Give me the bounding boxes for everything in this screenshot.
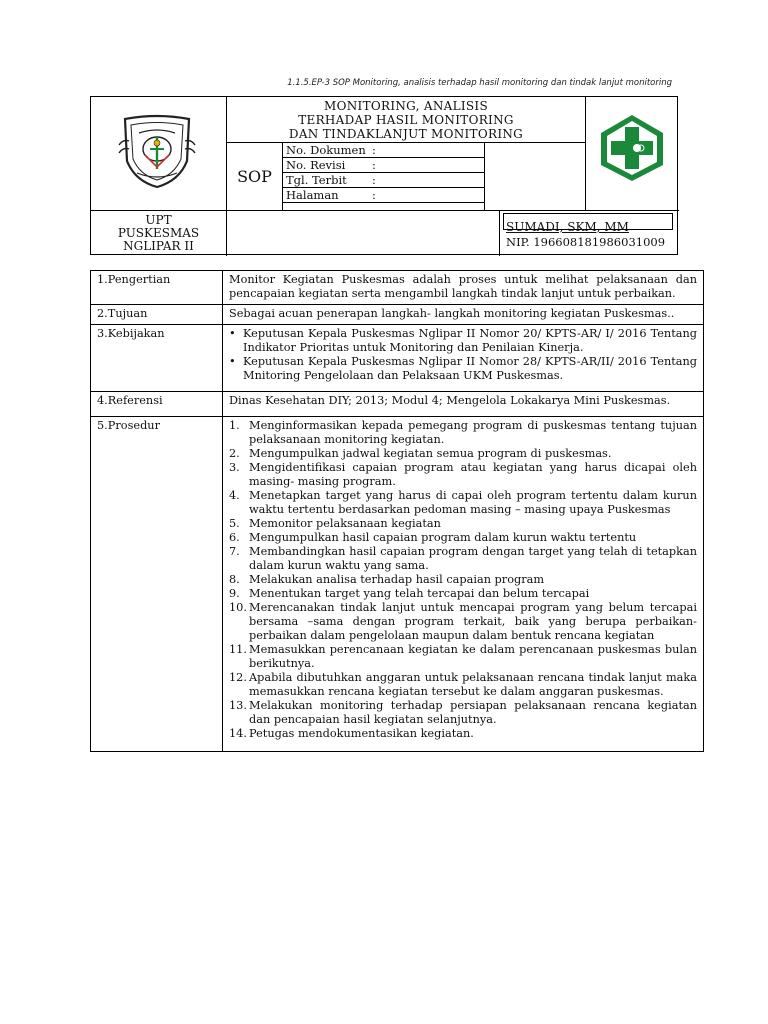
step-text: Memonitor pelaksanaan kegiatan xyxy=(249,517,441,530)
title-line-2: TERHADAP HASIL MONITORING xyxy=(298,112,514,127)
signer-name: SUMADI, SKM, MM xyxy=(506,220,629,234)
title-line-3: DAN TINDAKLANJUT MONITORING xyxy=(288,126,524,141)
step-number: 8. xyxy=(229,573,240,586)
step-number: 3. xyxy=(229,461,240,474)
step-text: Merencanakan tindak lanjut untuk mencapai program yang belum tercapai bersama –sama dengan program terkait, baik yang berupa perbaikan- perbaikan dalam pengelolaan maupun dalam bentuk rencana kegiatan xyxy=(249,601,697,642)
meta-tgl-terbit: Tgl. Terbit : xyxy=(283,173,484,188)
puskesmas-cross-icon xyxy=(599,113,665,183)
step-number: 10. xyxy=(229,601,247,614)
step-text: Memasukkan perencanaan kegiatan ke dalam perencanaan puskesmas bulan berikutnya. xyxy=(249,643,697,670)
row-tujuan xyxy=(91,305,704,325)
step-text: Mengidentifikasi capaian program atau kegiatan yang harus dicapai oleh masing- masing program. xyxy=(249,461,697,488)
step-number: 11. xyxy=(229,643,247,656)
text-pengertian: Monitor Kegiatan Puskesmas adalah proses untuk melihat pelaksanaan dan pencapaian kegiatan serta mengambil langkah tindak lanjut untuk perbaikan. xyxy=(223,271,704,305)
org-line-3: NGLIPAR II xyxy=(123,239,194,253)
procedure-step xyxy=(229,447,697,461)
document-title xyxy=(227,97,586,143)
signer-nip: NIP. 196608181986031009 xyxy=(506,235,666,249)
meta-halaman: Halaman : xyxy=(283,188,484,203)
procedure-step xyxy=(229,531,697,545)
step-text: Melakukan monitoring terhadap persiapan pelaksanaan rencana kegiatan dan pencapaian hasil kegiatan selanjutnya. xyxy=(249,699,697,726)
label-referensi: 4.Referensi xyxy=(91,392,223,417)
procedure-step xyxy=(229,517,697,531)
step-number: 13. xyxy=(229,699,247,712)
step-text: Mengumpulkan jadwal kegiatan semua program di puskesmas. xyxy=(249,447,612,460)
sop-body-table xyxy=(90,270,704,752)
org-line-1: UPT xyxy=(145,213,172,227)
step-number: 9. xyxy=(229,587,240,600)
label-tujuan: 2.Tujuan xyxy=(91,305,223,325)
procedure-step xyxy=(229,419,697,447)
step-text: Menetapkan target yang harus di capai oleh program tertentu dalam kurun waktu tertentu berdasarkan pedoman masing – masing upaya Puskesmas xyxy=(249,489,697,516)
blank-cell xyxy=(227,211,500,256)
step-text: Melakukan analisa terhadap hasil capaian program xyxy=(249,573,545,586)
procedure-step xyxy=(229,699,697,727)
procedure-step xyxy=(229,643,697,671)
left-logo-cell xyxy=(91,97,227,211)
row-prosedur xyxy=(91,417,704,752)
row-pengertian xyxy=(91,271,704,305)
right-logo-cell xyxy=(586,97,679,211)
step-number: 1. xyxy=(229,419,240,432)
text-referensi: Dinas Kesehatan DIY; 2013; Modul 4; Mengelola Lokakarya Mini Puskesmas. xyxy=(223,392,704,417)
sop-header-table xyxy=(90,96,678,255)
step-text: Menentukan target yang telah tercapai dan belum tercapai xyxy=(249,587,590,600)
sop-label: SOP xyxy=(227,143,283,211)
step-number: 7. xyxy=(229,545,240,558)
document-code-note: 1.1.5.EP-3 SOP Monitoring, analisis terhadap hasil monitoring dan tindak lanjut monitoring xyxy=(287,78,672,88)
org-line-2: PUSKESMAS xyxy=(117,226,200,240)
organization-name xyxy=(91,211,227,256)
row-kebijakan xyxy=(91,325,704,392)
label-pengertian: 1.Pengertian xyxy=(91,271,223,305)
title-line-1: MONITORING, ANALISIS xyxy=(324,98,488,113)
procedure-step xyxy=(229,587,697,601)
step-number: 6. xyxy=(229,531,240,544)
kebijakan-item: • Keputusan Kepala Puskesmas Nglipar II Nomor 20/ KPTS-AR/ I/ 2016 Tentang Indikator Prioritas untuk Monitoring dan Penilaian Kinerja. xyxy=(229,327,697,355)
step-number: 14. xyxy=(229,727,247,740)
procedure-step xyxy=(229,545,697,573)
procedure-step xyxy=(229,727,697,741)
step-text: Membandingkan hasil capaian program dengan target yang telah di tetapkan dalam kurun waktu yang sama. xyxy=(249,545,697,572)
procedure-step xyxy=(229,671,697,699)
step-number: 4. xyxy=(229,489,240,502)
kebijakan-item: • Keputusan Kepala Puskesmas Nglipar II Nomor 28/ KPTS-AR/II/ 2016 Tentang Mnitoring Pengelolaan dan Pelaksaan UKM Puskesmas. xyxy=(229,355,697,383)
regency-emblem-icon xyxy=(117,111,197,191)
list-prosedur xyxy=(223,417,704,752)
step-text: Apabila dibutuhkan anggaran untuk pelaksanaan rencana tindak lanjut maka memasukkan rencana kegiatan tersebut ke dalam anggaran puskesmas. xyxy=(249,671,697,698)
procedure-step xyxy=(229,489,697,517)
signer-block xyxy=(500,211,679,256)
procedure-step xyxy=(229,601,697,643)
label-prosedur: 5.Prosedur xyxy=(91,417,223,752)
row-referensi xyxy=(91,392,704,417)
step-number: 5. xyxy=(229,517,240,530)
meta-no-revisi: No. Revisi : xyxy=(283,158,484,173)
document-meta xyxy=(283,143,586,211)
step-text: Menginformasikan kepada pemegang program di puskesmas tentang tujuan pelaksanaan monitoring kegiatan. xyxy=(249,419,697,446)
text-tujuan: Sebagai acuan penerapan langkah- langkah monitoring kegiatan Puskesmas.. xyxy=(223,305,704,325)
step-number: 2. xyxy=(229,447,240,460)
label-kebijakan: 3.Kebijakan xyxy=(91,325,223,392)
meta-no-dokumen: No. Dokumen : xyxy=(283,143,484,158)
step-text: Petugas mendokumentasikan kegiatan. xyxy=(249,727,474,740)
step-text: Mengumpulkan hasil capaian program dalam kurun waktu tertentu xyxy=(249,531,637,544)
procedure-step xyxy=(229,461,697,489)
list-kebijakan xyxy=(223,325,704,392)
procedure-step xyxy=(229,573,697,587)
step-number: 12. xyxy=(229,671,247,684)
